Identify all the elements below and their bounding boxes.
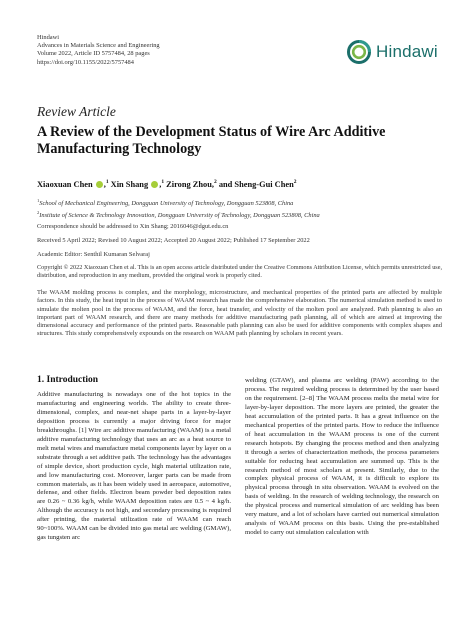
- affiliation-mark: 2: [37, 210, 40, 216]
- author-affil-mark: 1: [161, 179, 165, 185]
- doi-link[interactable]: https://doi.org/10.1155/2022/5757484: [37, 58, 134, 66]
- author-affil-mark: 2: [213, 179, 217, 185]
- author-name: and Sheng-Gui Chen: [218, 179, 294, 189]
- author-name: Xin Shang: [110, 179, 149, 189]
- correspondence: Correspondence should be addressed to Xin Shang; 2016046@dgut.edu.cn: [37, 223, 229, 230]
- publisher-name: Hindawi: [37, 34, 60, 41]
- hindawi-logo-icon: [347, 40, 371, 64]
- copyright-notice: Copyright © 2022 Xiaoxuan Chen et al. This is an open access article distributed under the Creative Commons Attribution License, which permits unrestricted use, distribution, and reproduction in any medium, provided the original work is properly cited.: [37, 264, 442, 280]
- affiliation-mark: 1: [37, 198, 40, 203]
- author-name: Zirong Zhou,: [166, 179, 214, 189]
- academic-editor: Academic Editor: Senthil Kumaran Selvaraj: [37, 251, 150, 258]
- author-list: Xiaoxuan Chen ,$^1$ Xin Shang ,$^1$ Zirong Zhou,$^2$ and Sheng-Gui Chen$^2$: [37, 179, 297, 189]
- journal-meta: [37, 34, 160, 67]
- orcid-icon[interactable]: [96, 181, 103, 188]
- author-affil-mark: 2: [293, 179, 297, 185]
- affiliation-text: School of Mechanical Engineering, Dongguan University of Technology, Dongguan 523808, China: [39, 200, 294, 208]
- author-name: Xiaoxuan Chen: [37, 179, 93, 189]
- hindawi-logo: [347, 40, 438, 64]
- body-column-left: Additive manufacturing is nowadays one of the hot topics in the manufacturing and engineering worlds. The ability to create three-dimensional, complex, and near-net shape parts in a layer-by-layer deposition process is currently a major driving force for major breakthroughs. [1] Wire arc additive manufacturing (WAAM) is a metal additive manufacturing technology that uses an arc as a heat source to melt metal wires and manufacture metal components layer by layer on a substrate through a set additive path. The technology has the advantages of simple device, short production cycle, high material utilization rate, and low manufacturing cost. Moreover, larger parts can be made from common materials, as it has been widely used in aerospace, automotive, defense, and other fields. Electron beam powder bed deposition rates are 0.26 ~ 0.36 kg/h, while WAAM deposition rates are 0.5 ~ 4 kg/h. Although the accuracy is not high, and secondary processing is required after printing, the material utilization rate of WAAM can reach 90~100%. WAAM can be divided into gas metal arc welding (GMAW), gas tungsten arc: [37, 391, 231, 542]
- volume-line: Volume 2022, Article ID 5757484, 28 pages: [37, 50, 150, 58]
- orcid-icon[interactable]: [151, 181, 158, 188]
- body-column-right: welding (GTAW), and plasma arc welding (PAW) according to the process. The required welding process is determined by the user based on the requirement. [2–8] The WAAM process melts the metal wire for layer-by-layer deposition. The more layers are printed, the greater the heat accumulation of the printed parts. It has a great influence on the mechanical properties of the printed parts. How to reduce the influence of heat accumulation in the WAAM process is one of the current research hotspots. By changing the process method and then analyzing it through a series of characterization methods, the process parameters suitable for reducing heat accumulation are summed up. This is the research method of most scholars at present. Similarly, due to the complex physical process of WAAM, it is difficult to explore its physical process through in situ observation. WAAM is evolved on the basis of welding. In the research of welding technology, the research on the physical process and numerical simulation of arc welding has been very mature, and a lot of scholars have carried out numerical simulation analysis of WAAM process on this basis. Using the pre-established model to carry out simulation calculation with: [245, 377, 439, 537]
- article-type: Review Article: [37, 104, 116, 119]
- author-affil-mark: 1: [105, 179, 109, 185]
- publication-dates: Received 5 April 2022; Revised 10 August 2022; Accepted 20 August 2022; Published 17 September 2022: [37, 237, 310, 244]
- affiliations: [37, 196, 320, 220]
- affiliation-item: [37, 208, 320, 220]
- section-heading: 1. Introduction: [37, 375, 99, 385]
- abstract: The WAAM molding process is complex, and the morphology, microstructure, and mechanical properties of the printed parts are affected by multiple factors. In this study, the heat input in the process of WAAM research has made the comprehensive elaboration. The numerical simulation method is used to simulate the molten pool in the process of WAAM, and the force, heat transfer, and velocity of the molten pool are analyzed. Path planning is also an important part of WAAM research, and there are many methods for additive manufacturing path planning, all of which are aimed at improving the dimensional accuracy and performance of the printed parts. Reasonable path planning can also be used for additive components with complex shapes and structures. This study comprehensively expounds on the research on WAAM path planning by scholars in recent years.: [37, 289, 442, 338]
- affiliation-text: Institute of Science & Technology Innovation, Dongguan University of Technology, Dongguan 523808, China: [39, 212, 320, 220]
- journal-name: Advances in Materials Science and Engineering: [37, 42, 160, 50]
- logo-text: Hindawi: [376, 42, 438, 61]
- affiliation-item: [37, 196, 320, 208]
- paper-title: A Review of the Development Status of Wire Arc Additive Manufacturing Technology: [37, 124, 386, 157]
